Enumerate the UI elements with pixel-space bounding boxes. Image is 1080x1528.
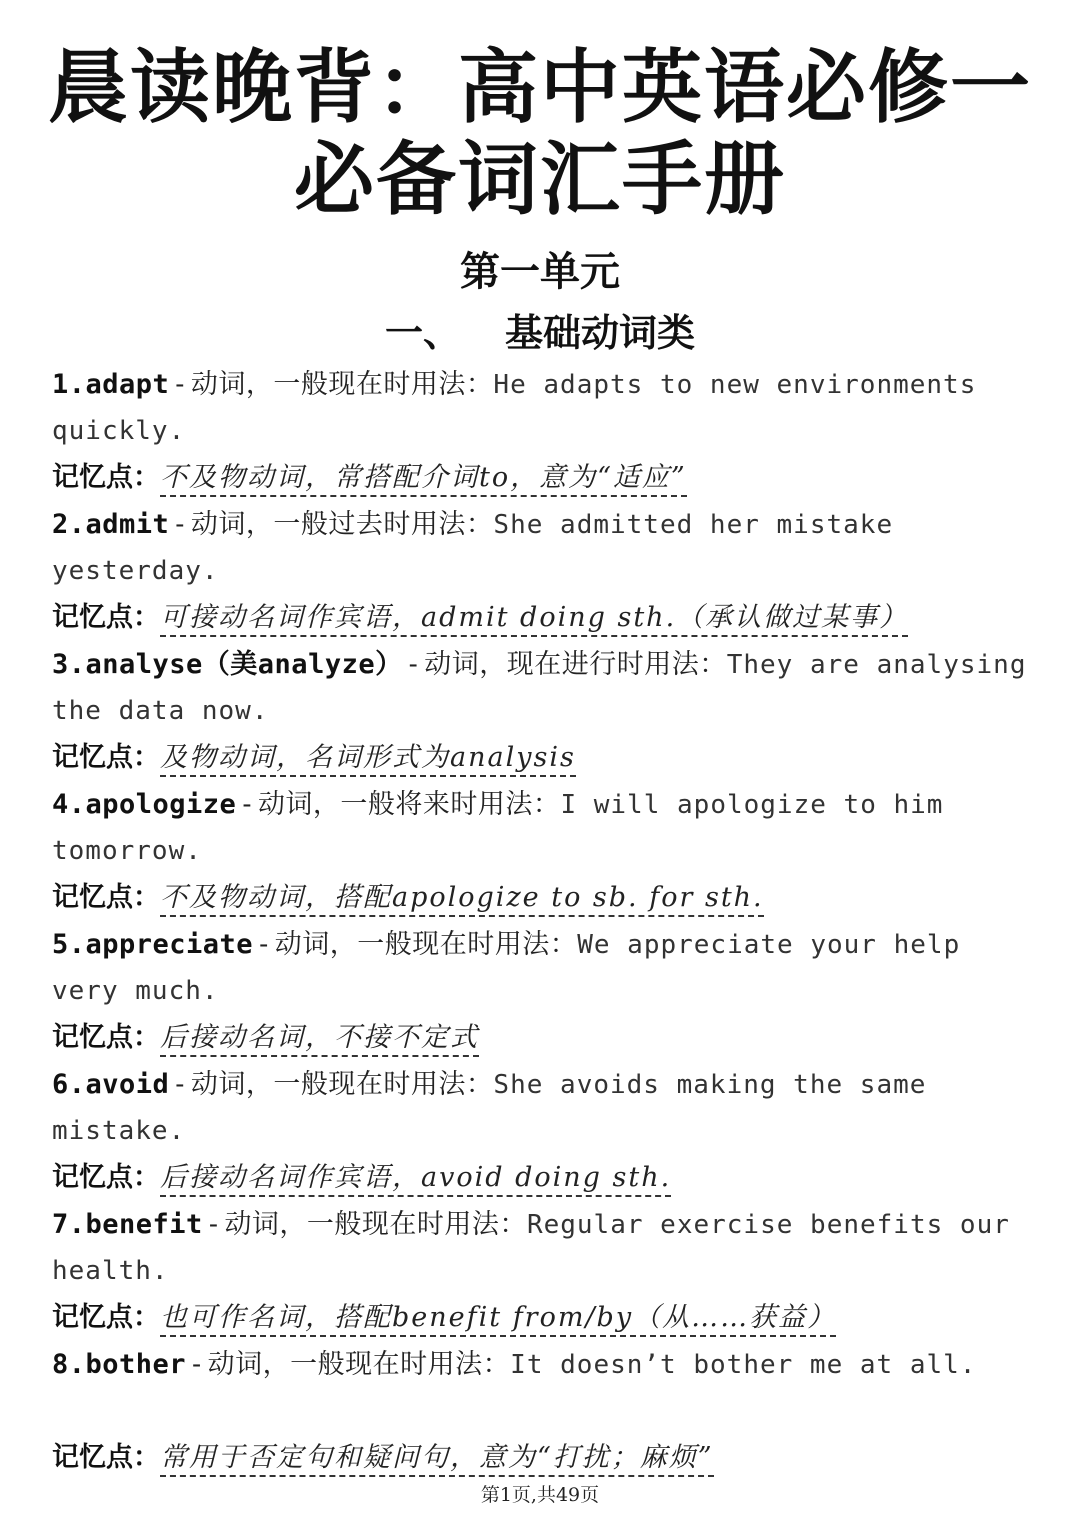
entry-separator: - (242, 789, 252, 820)
entry-memo (52, 594, 1032, 642)
entry-separator: - (408, 649, 419, 680)
vocab-entry (52, 642, 1032, 782)
memo-label: 记忆点： (52, 882, 160, 913)
entry-example: I will apologize to him tomorrow. (52, 790, 944, 866)
memo-text: 及物动词，名词形式为analysis (160, 742, 576, 777)
section-heading (0, 306, 1080, 360)
entry-description: 动词，一般现在时用法： (190, 1069, 494, 1100)
document-title-line-2: 必备词汇手册 (294, 133, 786, 226)
vocab-entry (52, 502, 1032, 642)
entry-separator: - (192, 1349, 202, 1380)
entry-description: 动词，一般将来时用法： (257, 789, 561, 820)
memo-text: 后接动名词作宾语，avoid doing sth. (160, 1162, 671, 1197)
entry-memo (52, 1154, 1032, 1202)
entry-memo (52, 734, 1032, 782)
vocab-entry (52, 782, 1032, 922)
entry-word: 7.benefit (52, 1209, 203, 1240)
memo-label: 记忆点： (52, 1442, 160, 1473)
entry-example: She admitted her mistake yesterday. (52, 510, 894, 586)
entry-word: 4.apologize (52, 789, 237, 820)
entry-example: She avoids making the same mistake. (52, 1070, 927, 1146)
section-title: 基础动词类 (505, 311, 696, 355)
entry-separator: - (175, 1069, 185, 1100)
entry-description: 动词，一般现在时用法： (224, 1209, 527, 1240)
entry-word: 6.avoid (52, 1069, 170, 1100)
entry-definition (52, 502, 1032, 594)
vocab-entry (52, 1202, 1032, 1342)
memo-text: 常用于否定句和疑问句，意为“打扰；麻烦” (160, 1442, 714, 1477)
entry-description: 动词，一般现在时用法： (274, 929, 578, 960)
entry-memo (52, 874, 1032, 922)
entry-separator: - (208, 1209, 219, 1240)
memo-text: 可接动名词作宾语，admit doing sth.（承认做过某事） (160, 602, 908, 637)
entry-word: 2.admit (52, 509, 170, 540)
memo-text: 也可作名词，搭配benefit from/by（从……获益） (160, 1302, 836, 1337)
entry-separator: - (175, 509, 185, 540)
memo-label: 记忆点： (52, 1302, 160, 1333)
memo-label: 记忆点： (52, 1162, 160, 1193)
entry-example: He adapts to new environments quickly. (52, 370, 977, 446)
entry-memo (52, 1434, 1032, 1482)
entry-description: 动词，现在进行时用法： (424, 649, 727, 680)
entry-separator: - (175, 369, 185, 400)
vocab-entry (52, 1342, 1032, 1482)
unit-title: 第一单元 (460, 249, 620, 295)
entry-word: 5.appreciate (52, 929, 254, 960)
entry-definition (52, 922, 1032, 1014)
memo-label: 记忆点： (52, 602, 160, 633)
memo-text: 不及物动词，常搭配介词to，意为“适应” (160, 462, 687, 497)
entry-separator: - (259, 929, 269, 960)
entry-memo (52, 1294, 1032, 1342)
entry-description: 动词，一般过去时用法： (190, 509, 494, 540)
entry-definition (52, 362, 1032, 454)
page-number-footer: 第1页,共49页 (480, 1484, 600, 1506)
memo-text: 后接动名词，不接不定式 (160, 1022, 479, 1057)
entry-definition (52, 782, 1032, 874)
memo-label: 记忆点： (52, 462, 160, 493)
section-number: 一、 (384, 311, 461, 355)
document-title-line-1: 晨读晚背：高中英语必修一 (48, 41, 1032, 134)
entry-description: 动词，一般现在时用法： (190, 369, 494, 400)
entry-definition (52, 1202, 1032, 1294)
entry-example: Regular exercise benefits our health. (52, 1210, 1010, 1286)
entry-definition (52, 1062, 1032, 1154)
memo-label: 记忆点： (52, 1022, 160, 1053)
entry-word: 8.bother (52, 1349, 187, 1380)
entry-memo (52, 1014, 1032, 1062)
vocab-entry (52, 362, 1032, 502)
vocab-entry (52, 922, 1032, 1062)
entry-description: 动词，一般现在时用法： (207, 1349, 511, 1380)
vocabulary-list (52, 362, 1032, 1482)
entry-word: 3.analyse（美analyze） (52, 649, 403, 680)
entry-example: We appreciate your help very much. (52, 930, 961, 1006)
entry-memo (52, 454, 1032, 502)
entry-example: It doesn’t bother me at all. (510, 1350, 977, 1380)
vocab-entry (52, 1062, 1032, 1202)
entry-definition (52, 642, 1032, 734)
entry-definition (52, 1342, 1032, 1434)
entry-word: 1.adapt (52, 369, 170, 400)
memo-label: 记忆点： (52, 742, 160, 773)
entry-example: They are analysing the data now. (52, 650, 1027, 726)
memo-text: 不及物动词，搭配apologize to sb. for sth. (160, 882, 764, 917)
